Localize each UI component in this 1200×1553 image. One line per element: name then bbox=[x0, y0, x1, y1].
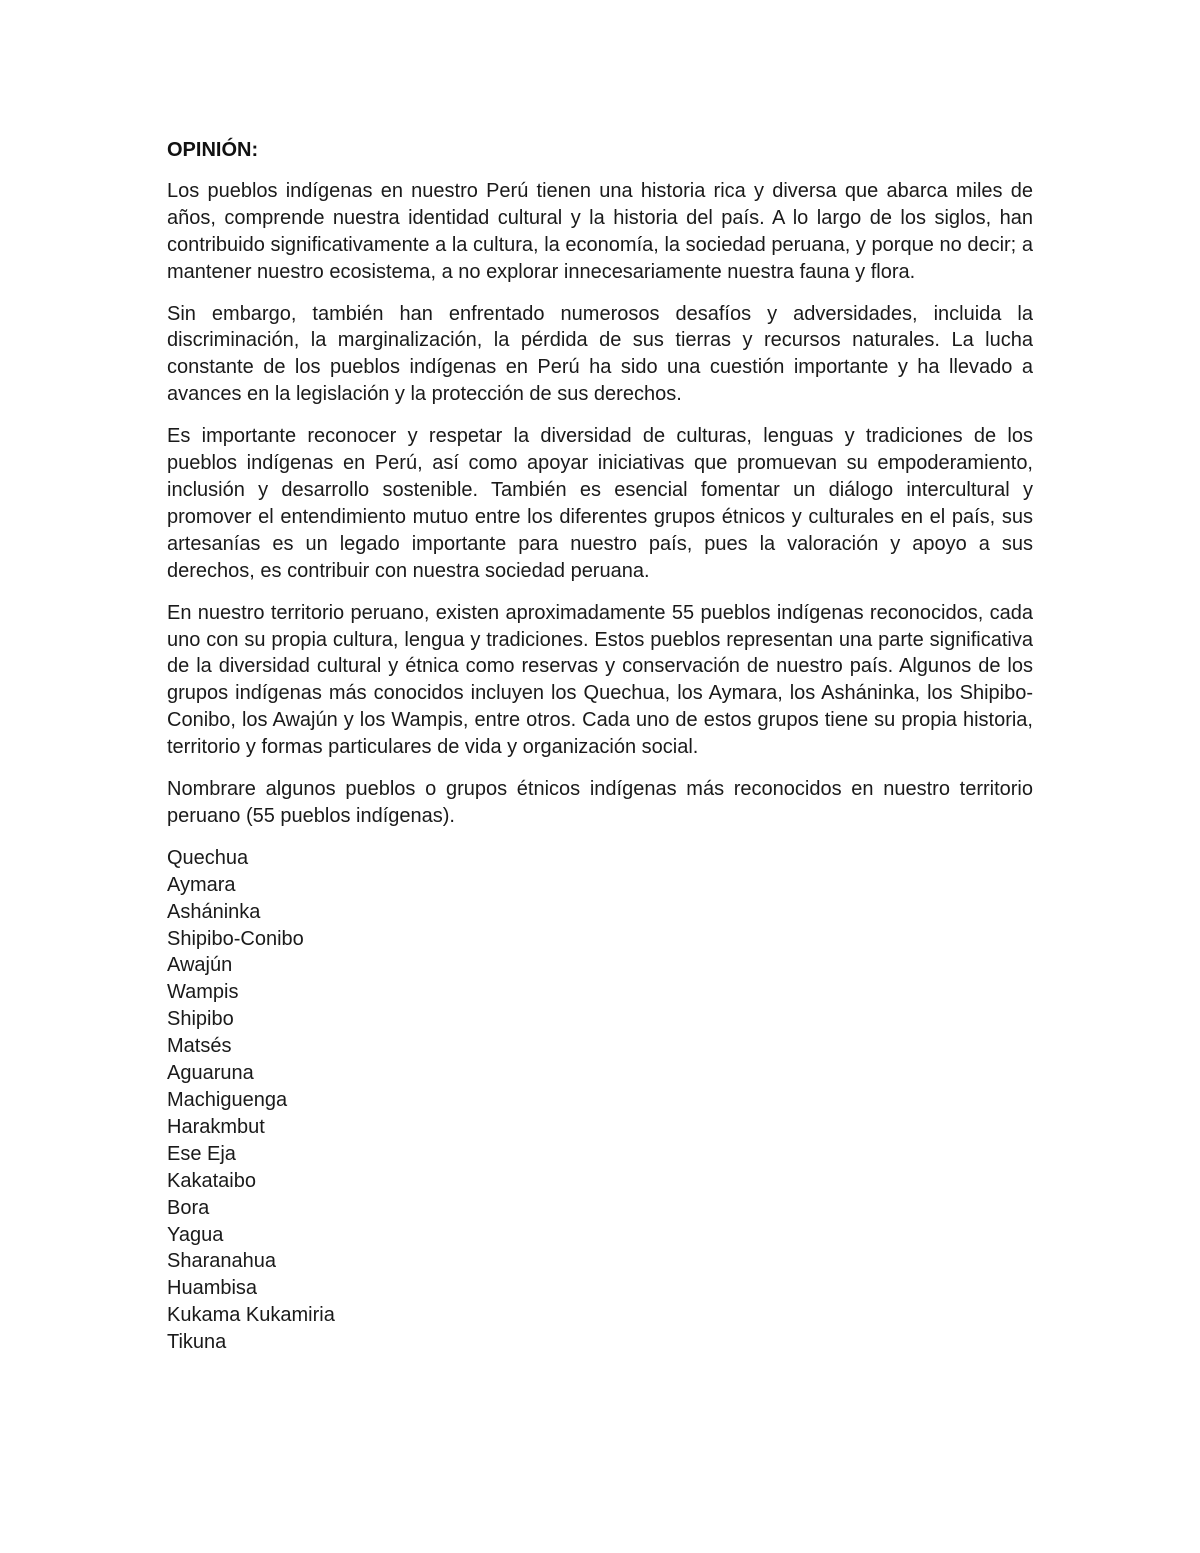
paragraph-challenges: Sin embargo, también han enfrentado numerosos desafíos y adversidades, incluida la discriminación, la marginalización, la pérdida de sus tierras y recursos naturales. La lucha constante de los pueblos indígenas en Perú ha sido una cuestión importante y ha llevado a avances en la legislación y la protección de sus derechos. bbox=[167, 302, 1033, 406]
list-item: Asháninka bbox=[167, 900, 261, 923]
list-item: Harakmbut bbox=[167, 1115, 265, 1138]
list-item: Yagua bbox=[167, 1223, 224, 1246]
list-item: Shipibo bbox=[167, 1008, 234, 1031]
list-item: Bora bbox=[167, 1196, 210, 1219]
list-item: Awajún bbox=[167, 954, 233, 977]
list-item: Tikuna bbox=[167, 1331, 227, 1354]
document-heading: OPINIÓN: bbox=[167, 139, 259, 161]
peoples-list bbox=[167, 845, 1033, 1356]
list-item: Machiguenga bbox=[167, 1089, 288, 1111]
list-item: Quechua bbox=[167, 846, 249, 869]
list-item: Wampis bbox=[167, 981, 239, 1004]
list-item: Aymara bbox=[167, 873, 236, 896]
list-item: Huambisa bbox=[167, 1277, 258, 1300]
paragraph-list-intro: Nombrare algunos pueblos o grupos étnicos indígenas más reconocidos en nuestro territorio peruano (55 pueblos indígenas). bbox=[167, 778, 1033, 827]
list-item: Shipibo-Conibo bbox=[167, 927, 304, 950]
paragraph-diversity: Es importante reconocer y respetar la diversidad de culturas, lenguas y tradiciones de los pueblos indígenas en Perú, así como apoyar iniciativas que promuevan su empoderamiento, inclusión y desarrollo sostenible. También es esencial fomentar un diálogo intercultural y promover el entendimiento mutuo entre los diferentes grupos étnicos y culturales en el país, sus artesanías es un legado importante para nuestro país, pues la valoración y apoyo a sus derechos, es contribuir con nuestra sociedad peruana. bbox=[167, 425, 1033, 582]
paragraph-history: Los pueblos indígenas en nuestro Perú tienen una historia rica y diversa que abarca miles de años, comprende nuestra identidad cultural y la historia del país. A lo largo de los siglos, han contribuido significativamente a la cultura, la economía, la sociedad peruana, y porque no decir; a mantener nuestro ecosistema, a no explorar innecesariamente nuestra fauna y flora. bbox=[167, 179, 1033, 283]
document-body bbox=[167, 137, 1033, 1356]
list-item: Kukama Kukamiria bbox=[167, 1304, 335, 1327]
list-item: Ese Eja bbox=[167, 1142, 236, 1165]
paragraph-territory: En nuestro territorio peruano, existen aproximadamente 55 pueblos indígenas reconocidos, cada uno con su propia cultura, lengua y tradiciones. Estos pueblos representan una parte significativa de la diversidad cultural y étnica como reservas y conservación de nuestro país. Algunos de los grupos indígenas más conocidos incluyen los Quechua, los Aymara, los Asháninka, los Shipibo-Conibo, los Awajún y los Wampis, entre otros. Cada uno de estos grupos tiene su propia historia, territorio y formas particulares de vida y organización social. bbox=[167, 601, 1033, 759]
list-item: Kakataibo bbox=[167, 1169, 256, 1192]
list-item: Aguaruna bbox=[167, 1062, 254, 1085]
list-item: Matsés bbox=[167, 1035, 232, 1058]
list-item: Sharanahua bbox=[167, 1250, 276, 1273]
